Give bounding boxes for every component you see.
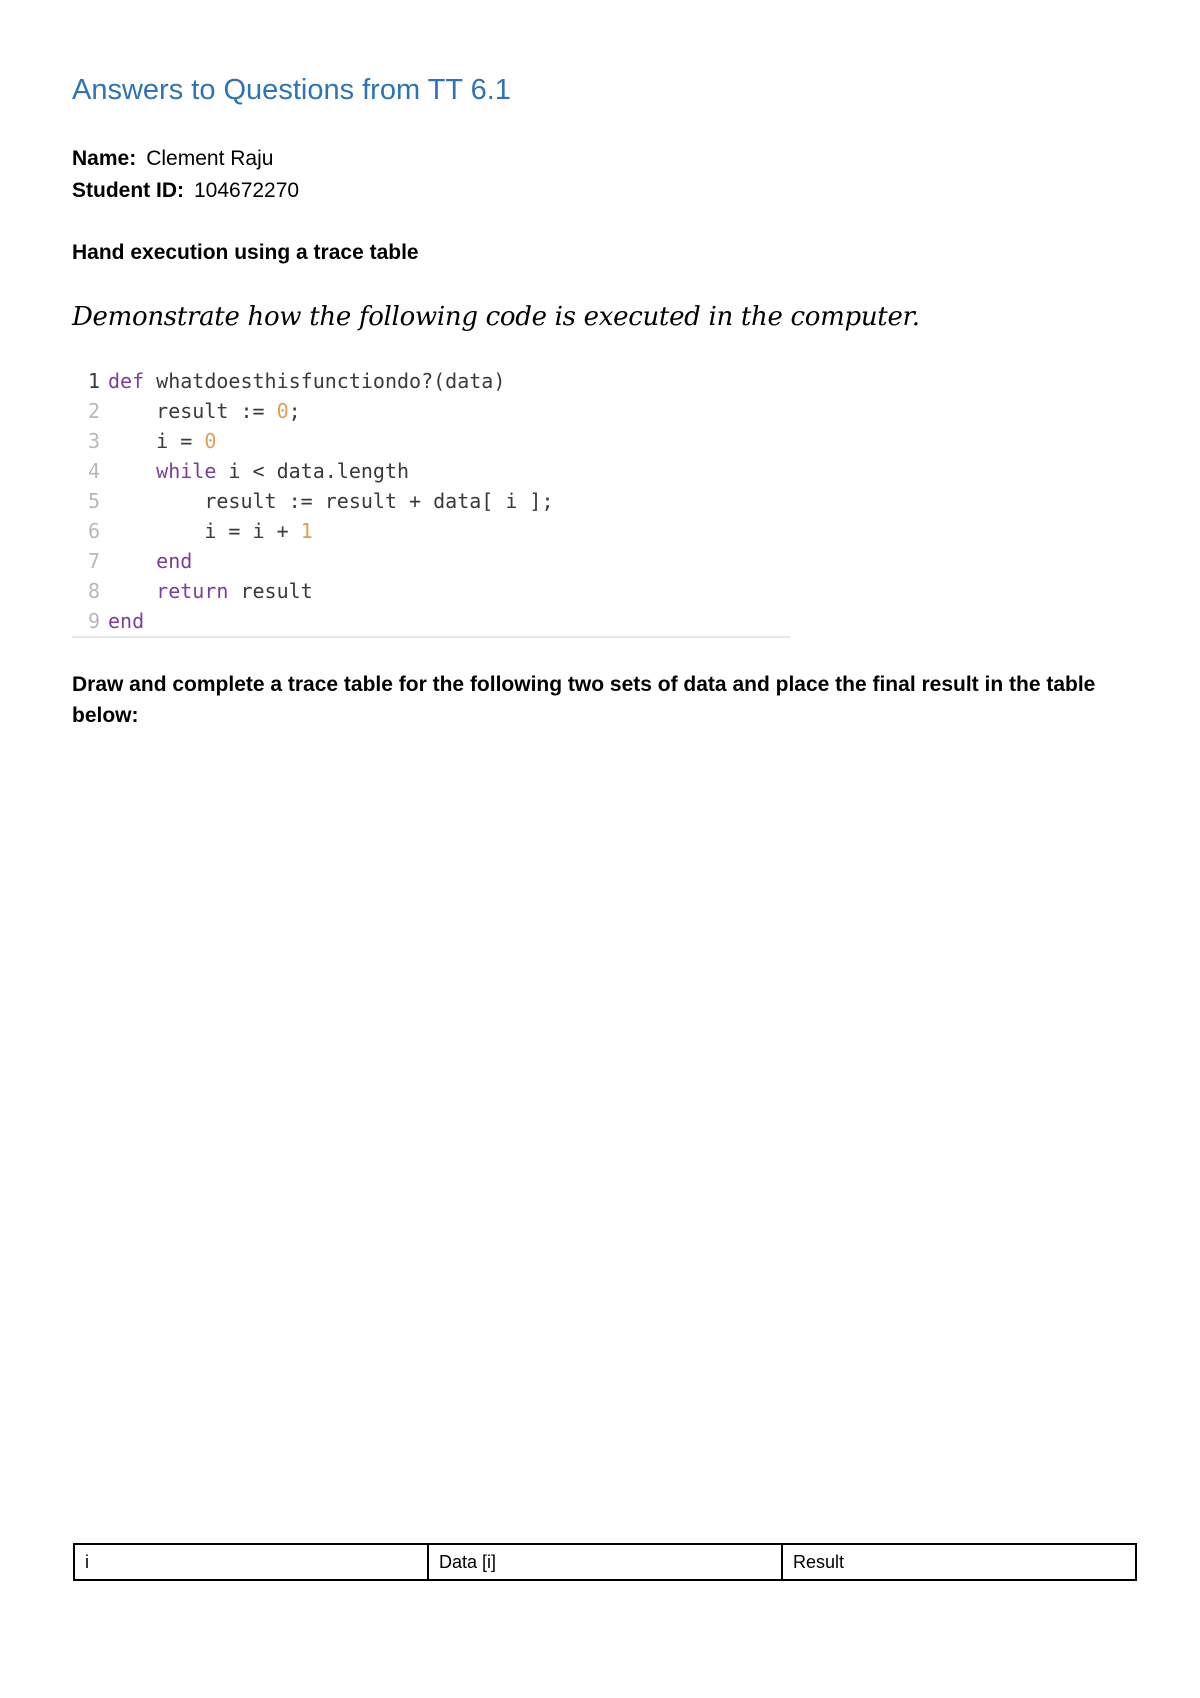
code-indent <box>108 519 204 543</box>
line-number: 8 <box>87 579 100 603</box>
instruction-text: Demonstrate how the following code is executed in the computer. <box>72 302 920 332</box>
code-indent <box>108 489 204 513</box>
code-line <box>72 456 790 486</box>
code-text: i = i + <box>204 519 301 543</box>
code-number: 0 <box>204 429 217 453</box>
line-number: 4 <box>87 459 100 483</box>
code-text: result <box>228 579 313 603</box>
student-id <box>72 179 299 203</box>
name-label: Name: <box>72 147 137 170</box>
code-keyword: return <box>156 579 229 603</box>
code-text: result := <box>156 399 277 423</box>
prompt-text: Draw and complete a trace table for the following two sets of data and place the final result in the table below: <box>72 673 1096 727</box>
line-number: 2 <box>87 399 100 423</box>
table-header-result: Result <box>782 1544 1136 1580</box>
trace-table <box>73 1543 1137 1581</box>
code-number: 0 <box>276 399 289 423</box>
code-number: 1 <box>300 519 313 543</box>
code-line <box>72 396 790 426</box>
code-text: i < data.length <box>216 459 410 483</box>
code-block <box>72 366 790 638</box>
table-row <box>74 1544 1136 1580</box>
student-id-value: 104672270 <box>193 179 300 202</box>
table-header-i: i <box>74 1544 428 1580</box>
code-indent <box>108 579 156 603</box>
code-line <box>72 516 790 546</box>
code-line <box>72 426 790 456</box>
line-number: 1 <box>87 369 100 393</box>
code-line <box>72 366 790 396</box>
line-number: 6 <box>87 519 100 543</box>
student-id-label: Student ID: <box>72 179 184 202</box>
line-number: 5 <box>87 489 100 513</box>
code-indent <box>108 399 156 423</box>
code-keyword: while <box>156 459 217 483</box>
name-value: Clement Raju <box>146 147 274 170</box>
code-indent <box>108 549 156 573</box>
code-line <box>72 546 790 576</box>
table-header-data: Data [i] <box>428 1544 782 1580</box>
section-heading: Hand execution using a trace table <box>72 241 419 264</box>
code-line <box>72 606 790 636</box>
code-keyword: def <box>108 369 145 393</box>
code-keyword: end <box>156 549 193 573</box>
code-line <box>72 486 790 516</box>
code-line <box>72 576 790 606</box>
code-keyword: end <box>108 609 145 633</box>
code-text: ; <box>288 399 301 423</box>
student-name <box>72 147 273 171</box>
code-indent <box>108 429 156 453</box>
code-text: whatdoesthisfunctiondo?(data) <box>144 369 506 393</box>
line-number: 9 <box>87 609 100 633</box>
code-indent <box>108 459 156 483</box>
line-number: 7 <box>87 549 100 573</box>
page-title: Answers to Questions from TT 6.1 <box>72 74 511 106</box>
code-text: result := result + data[ i ]; <box>204 489 554 513</box>
code-text: i = <box>156 429 205 453</box>
line-number: 3 <box>87 429 100 453</box>
